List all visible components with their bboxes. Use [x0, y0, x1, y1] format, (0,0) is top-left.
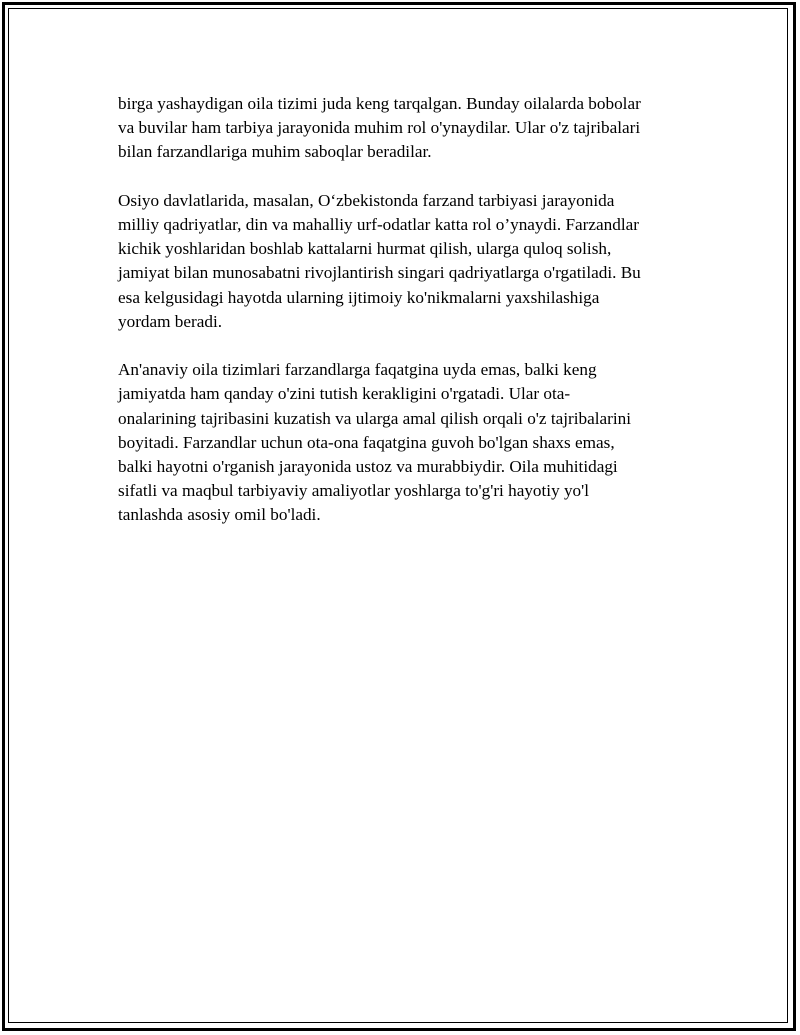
text-line: onalarining tajribasini kuzatish va ularga amal qilish orqali o'z tajribalarini: [118, 408, 631, 428]
text-line: jamiyatda ham qanday o'zini tutish kerakligini o'rgatadi. Ular ota-: [118, 384, 571, 404]
text-line: bilan farzandlariga muhim saboqlar beradilar.: [118, 142, 432, 162]
text-line: Osiyo davlatlarida, masalan, O‘zbekistonda farzand tarbiyasi jarayonida: [118, 190, 615, 210]
paragraph-3: [118, 358, 688, 527]
text-line: jamiyat bilan munosabatni rivojlantirish singari qadriyatlarga o'rgatiladi. Bu: [118, 263, 641, 283]
text-line: tanlashda asosiy omil bo'ladi.: [118, 505, 321, 525]
text-line: An'anaviy oila tizimlari farzandlarga faqatgina uyda emas, balki keng: [118, 360, 597, 380]
text-line: esa kelgusidagi hayotda ularning ijtimoiy ko'nikmalarni yaxshilashiga: [118, 287, 600, 307]
text-line: sifatli va maqbul tarbiyaviy amaliyotlar yoshlarga to'g'ri hayotiy yo'l: [118, 481, 590, 501]
text-line: boyitadi. Farzandlar uchun ota-ona faqatgina guvoh bo'lgan shaxs emas,: [118, 432, 615, 452]
paragraph-1: [118, 92, 688, 165]
document-body: [118, 92, 688, 552]
text-line: balki hayotni o'rganish jarayonida ustoz va murabbiydir. Oila muhitidagi: [118, 457, 618, 477]
text-line: yordam beradi.: [118, 311, 223, 331]
text-line: va buvilar ham tarbiya jarayonida muhim rol o'ynaydilar. Ular o'z tajribalari: [118, 118, 641, 138]
paragraph-2: [118, 189, 688, 334]
text-line: milliy qadriyatlar, din va mahalliy urf-odatlar katta rol o’ynaydi. Farzandlar: [118, 215, 639, 234]
text-line: birga yashaydigan oila tizimi juda keng tarqalgan. Bunday oilalarda bobolar: [118, 94, 641, 113]
text-line: kichik yoshlaridan boshlab kattalarni hurmat qilish, ularga quloq solish,: [118, 239, 612, 259]
